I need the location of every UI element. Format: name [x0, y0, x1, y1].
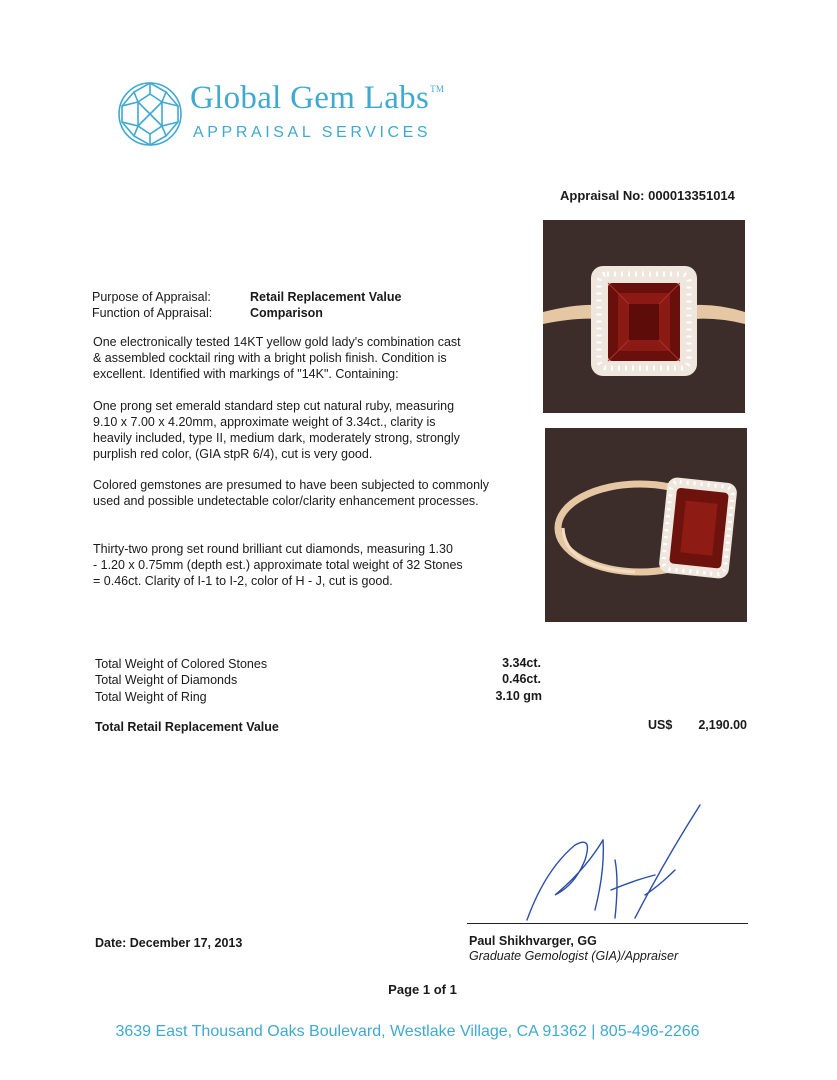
paragraph-line: used and possible undetectable color/clarity enhancement processes. — [93, 494, 479, 508]
paragraph-line: Colored gemstones are presumed to have been subjected to commonly — [93, 478, 490, 492]
weight-label-colored-stones: Total Weight of Colored Stones — [95, 657, 268, 671]
brand-name-text: Global Gem Labs — [190, 80, 430, 116]
paragraph-line: & assembled cocktail ring with a bright polish finish. Condition is — [93, 351, 447, 365]
enhancement-notice — [93, 477, 533, 509]
weight-label-diamonds: Total Weight of Diamonds — [95, 673, 238, 687]
total-value-label: Total Retail Replacement Value — [95, 720, 279, 734]
ring-description — [93, 334, 533, 382]
weight-value-colored-stones: 3.34ct. — [502, 656, 541, 670]
appraiser-name: Paul Shikhvarger, GG — [469, 934, 597, 948]
paragraph-line: - 1.20 x 0.75mm (depth est.) approximate total weight of 32 Stones — [93, 558, 463, 572]
appraisal-date: Date: December 17, 2013 — [95, 936, 243, 950]
weight-label-ring: Total Weight of Ring — [95, 690, 207, 704]
paragraph-line: One prong set emerald standard step cut natural ruby, measuring — [93, 399, 455, 413]
diamond-gem-icon — [116, 80, 184, 148]
appraiser-signature — [515, 800, 715, 930]
function-label: Function of Appraisal: — [92, 306, 213, 320]
brand-name — [190, 80, 444, 117]
trademark-mark: TM — [430, 84, 445, 94]
paragraph-line: = 0.46ct. Clarity of I-1 to I-2, color of H - J, cut is good. — [93, 574, 393, 588]
brand-subtitle: APPRAISAL SERVICES — [193, 124, 432, 141]
paragraph-line: One electronically tested 14KT yellow gold lady's combination cast — [93, 335, 461, 349]
footer-address: 3639 East Thousand Oaks Boulevard, Westlake Village, CA 91362 | 805-496-2266 — [115, 1023, 700, 1040]
ring-top-view-photo — [543, 220, 745, 413]
signature-line — [467, 923, 748, 924]
total-currency: US$ — [648, 718, 673, 732]
total-value-amount: 2,190.00 — [698, 718, 747, 732]
purpose-value: Retail Replacement Value — [250, 290, 402, 304]
page-number: Page 1 of 1 — [388, 982, 457, 997]
weight-value-ring: 3.10 gm — [495, 689, 542, 703]
function-value: Comparison — [250, 306, 323, 320]
paragraph-line: heavily included, type II, medium dark, moderately strong, strongly — [93, 431, 460, 445]
appraiser-title: Graduate Gemologist (GIA)/Appraiser — [469, 949, 679, 963]
paragraph-line: 9.10 x 7.00 x 4.20mm, approximate weight of 3.34ct., clarity is — [93, 415, 436, 429]
paragraph-line: purplish red color, (GIA stpR 6/4), cut is very good. — [93, 447, 373, 461]
purpose-label: Purpose of Appraisal: — [92, 290, 211, 304]
ring-side-view-photo — [545, 428, 747, 622]
ruby-description — [93, 398, 533, 462]
diamonds-description — [93, 541, 533, 589]
weight-value-diamonds: 0.46ct. — [502, 672, 541, 686]
paragraph-line: Thirty-two prong set round brilliant cut diamonds, measuring 1.30 — [93, 542, 453, 556]
paragraph-line: excellent. Identified with markings of "14K". Containing: — [93, 367, 399, 381]
appraisal-number: Appraisal No: 000013351014 — [560, 188, 735, 203]
